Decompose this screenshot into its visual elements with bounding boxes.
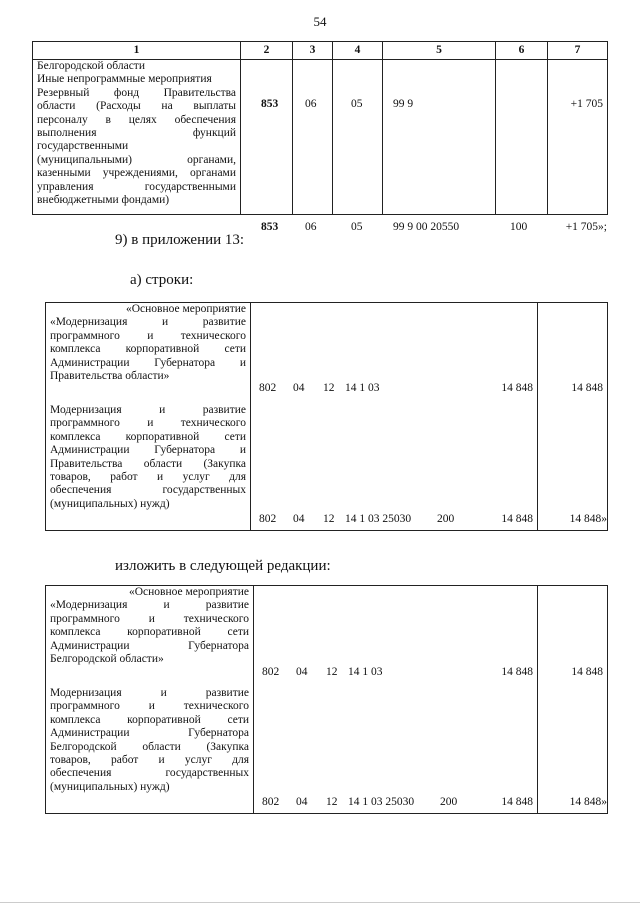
- row-b-value: 14 1 03 25030: [345, 513, 412, 525]
- desc-line: программного и технического: [50, 612, 249, 625]
- desc-line: Администрации Губернатора и: [50, 444, 246, 457]
- row-b-value: 12: [326, 796, 338, 808]
- row-b-value: 14 848»: [569, 796, 607, 808]
- header-cell: 1: [33, 42, 241, 60]
- desc-line: Правительства области (Закупка: [50, 457, 246, 470]
- desc-line: Белгородской области (Закупка: [50, 740, 249, 753]
- desc-line: управления государственными: [37, 180, 236, 193]
- row-a-value: 04: [293, 382, 305, 394]
- table-header-row: [33, 42, 608, 60]
- desc-line: «Основное мероприятие: [128, 586, 249, 598]
- row-a-value: 14 848: [571, 666, 603, 678]
- col-2-cell: [241, 60, 293, 233]
- row-a-value: 06: [305, 98, 317, 110]
- row-b-value: 200: [437, 513, 455, 525]
- row-a-value: 12: [326, 666, 338, 678]
- desc-line: Белгородской области»: [50, 653, 164, 666]
- desc-line: программного и технического: [50, 700, 249, 713]
- header-cell: 3: [293, 42, 333, 60]
- desc-line: Администрации Губернатора и: [50, 356, 246, 369]
- row-b-value: 06: [305, 221, 317, 233]
- row-b-value: 14 848»: [569, 513, 607, 525]
- row-b-value: 14 848: [501, 513, 533, 525]
- desc-line: казенными учреждениями, органами: [37, 167, 236, 180]
- header-cell: 4: [333, 42, 383, 60]
- desc-line: Модернизация и развитие: [50, 404, 246, 416]
- row-a-value: 05: [351, 98, 363, 110]
- budget-table-1: [32, 41, 608, 233]
- row-b-value: 802: [259, 513, 277, 525]
- row-a-value: 14 848: [501, 382, 533, 394]
- row-a-value: 99 9: [393, 98, 414, 110]
- desc-line: комплекса корпоративной сети: [50, 343, 246, 356]
- desc-line: Правительства области»: [50, 370, 170, 383]
- row-a-value: 853: [261, 98, 279, 110]
- desc-line: (муниципальными) органами,: [37, 153, 236, 166]
- desc-line: обеспечения государственных: [50, 767, 249, 780]
- desc-line: товаров, работ и услуг для: [50, 471, 246, 484]
- total-cell: [538, 303, 608, 531]
- row-b-value: 14 848: [501, 796, 533, 808]
- desc-line: комплекса корпоративной сети: [50, 626, 249, 639]
- desc-line: Белгородской области: [37, 60, 145, 72]
- table-row: [46, 586, 608, 814]
- desc-line: выполнения функций: [37, 127, 236, 140]
- row-a-value: 802: [259, 382, 277, 394]
- row-b-value: 12: [323, 513, 335, 525]
- budget-table-2: [45, 302, 608, 531]
- row-b-value: 99 9 00 20550: [393, 221, 460, 233]
- col-6-cell: [496, 60, 548, 233]
- desc-line: комплекса корпоративной сети: [50, 430, 246, 443]
- row-description: [33, 60, 241, 215]
- row-a-value: 14 1 03: [345, 382, 380, 394]
- row-b-value: 04: [293, 513, 305, 525]
- header-cell: 5: [383, 42, 496, 60]
- col-4-cell: [333, 60, 383, 233]
- scan-edge-line: [0, 902, 640, 903]
- desc-line: Администрации Губернатора: [50, 727, 249, 740]
- row-b-value: 200: [440, 796, 458, 808]
- desc-line: комплекса корпоративной сети: [50, 713, 249, 726]
- desc-line: Иные непрограммные мероприятия: [37, 73, 212, 86]
- row-b-value: 14 1 03 25030: [348, 796, 415, 808]
- row-a-value: 802: [262, 666, 280, 678]
- header-cell: 7: [548, 42, 608, 60]
- row-b-value: 100: [510, 221, 528, 233]
- table-row: [33, 60, 608, 215]
- desc-line: «Основное мероприятие: [125, 303, 246, 315]
- desc-line: товаров, работ и услуг для: [50, 754, 249, 767]
- codes-cell: [254, 586, 538, 814]
- instruction-line: изложить в следующей редакции:: [115, 558, 331, 574]
- row-a-value: 14 1 03: [348, 666, 383, 678]
- desc-line: программного и технического: [50, 329, 246, 342]
- desc-line: государственными: [37, 140, 129, 153]
- col-7-cell: [548, 60, 608, 233]
- row-a-value: +1 705: [570, 98, 603, 110]
- desc-line: Администрации Губернатора: [50, 639, 249, 652]
- desc-line: «Модернизация и развитие: [50, 599, 249, 612]
- table-row: [46, 303, 608, 531]
- desc-line: внебюджетными фондами): [37, 194, 170, 207]
- row-b-value: 853: [261, 221, 279, 233]
- row-description: [46, 586, 254, 814]
- col-3-cell: [293, 60, 333, 233]
- col-5-cell: [383, 60, 496, 233]
- desc-line: программного и технического: [50, 417, 246, 430]
- row-a-value: 14 848: [571, 382, 603, 394]
- desc-line: «Модернизация и развитие: [50, 316, 246, 329]
- row-b-value: 05: [351, 221, 363, 233]
- row-a-value: 12: [323, 382, 335, 394]
- row-b-value: 04: [296, 796, 308, 808]
- desc-line: (муниципальных) нужд): [50, 497, 170, 510]
- header-cell: 6: [496, 42, 548, 60]
- desc-line: обеспечения государственных: [50, 484, 246, 497]
- annex-line: 9) в приложении 13:: [115, 232, 245, 248]
- desc-line: области (Расходы на выплаты: [37, 100, 236, 113]
- row-a-value: 04: [296, 666, 308, 678]
- subsection-line: а) строки:: [130, 272, 194, 288]
- row-description: [46, 303, 251, 531]
- desc-line: персоналу в целях обеспечения: [37, 113, 236, 126]
- header-cell: 2: [241, 42, 293, 60]
- total-cell: [538, 586, 608, 814]
- codes-cell: [251, 303, 538, 531]
- row-b-value: 802: [262, 796, 280, 808]
- desc-line: Модернизация и развитие: [50, 687, 249, 699]
- desc-line: (муниципальных) нужд): [50, 780, 170, 793]
- desc-line: Резервный фонд Правительства: [37, 86, 236, 99]
- row-b-value: +1 705»;: [565, 221, 607, 233]
- page-number: 54: [313, 14, 327, 29]
- budget-table-3: [45, 585, 608, 814]
- row-a-value: 14 848: [501, 666, 533, 678]
